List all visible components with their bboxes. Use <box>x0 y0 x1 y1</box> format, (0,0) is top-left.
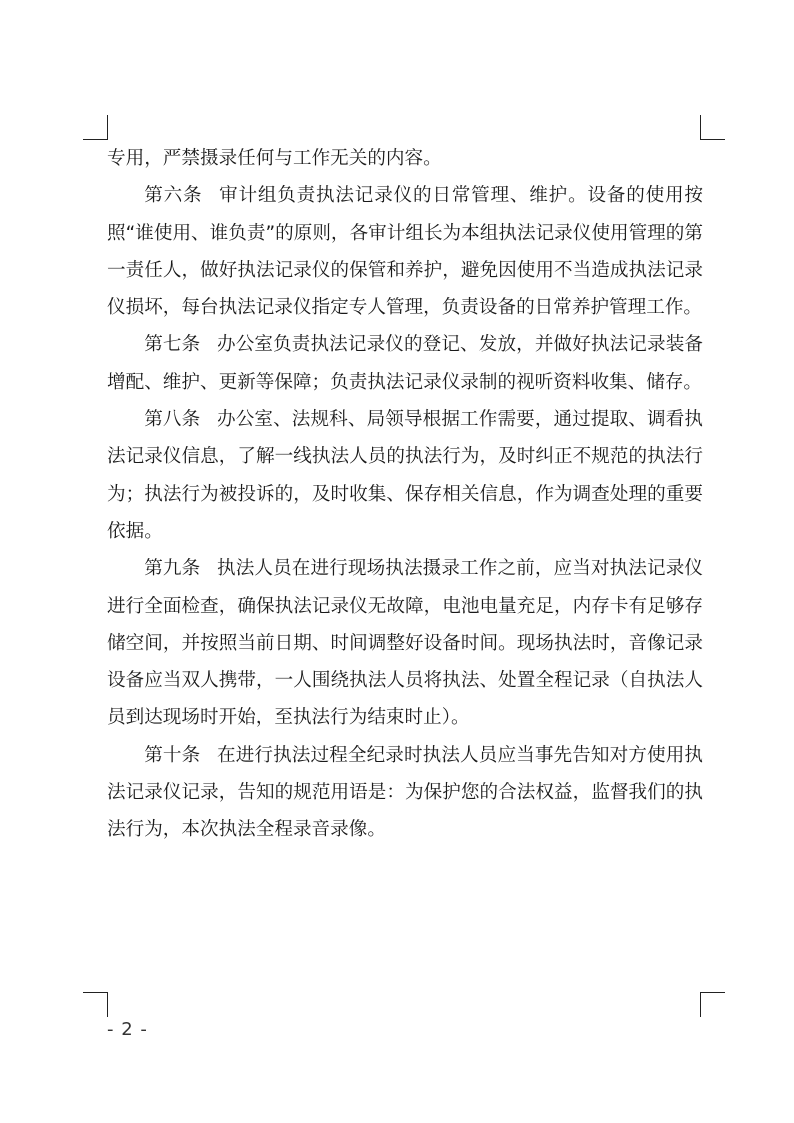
crop-mark-bottom-right <box>700 992 725 1017</box>
document-body <box>107 140 703 849</box>
article-number: 第十条 <box>144 744 201 766</box>
article-6 <box>107 177 703 326</box>
continuation-paragraph: 专用，严禁摄录任何与工作无关的内容。 <box>107 148 442 169</box>
article-9 <box>107 550 703 736</box>
article-10 <box>107 737 703 849</box>
article-text: 办公室、法规科、局领导根据工作需要，通过提取、调看执法记录仪信息，了解一线执法人员的执法行为，及时纠正不规范的执法行为；执法行为被投诉的，及时收集、保存相关信息，作为调查处理的重要依据。 <box>107 409 703 542</box>
article-text: 在进行执法过程全纪录时执法人员应当事先告知对方使用执法记录仪记录，告知的规范用语是：为保护您的合法权益，监督我们的执法行为，本次执法全程录音录像。 <box>107 744 703 841</box>
crop-mark-top-left <box>83 115 108 140</box>
article-number: 第七条 <box>144 334 201 356</box>
crop-mark-top-right <box>700 115 725 140</box>
crop-mark-bottom-left <box>83 992 108 1017</box>
article-text: 办公室负责执法记录仪的登记、发放，并做好执法记录装备增配、维护、更新等保障；负责执法记录仪录制的视听资料收集、储存。 <box>107 334 703 393</box>
article-number: 第九条 <box>144 558 201 580</box>
article-number: 第八条 <box>144 409 201 431</box>
article-text: 执法人员在进行现场执法摄录工作之前，应当对执法记录仪进行全面检查，确保执法记录仪无故障，电池电量充足，内存卡有足够存储空间，并按照当前日期、时间调整好设备时间。现场执法时，音像记录设备应当双人携带，一人围绕执法人员将执法、处置全程记录（自执法人员到达现场时开始，至执法行为结束时止）。 <box>107 558 703 729</box>
page-number: - 2 - <box>107 1019 148 1040</box>
article-number: 第六条 <box>144 185 203 207</box>
article-7 <box>107 326 703 401</box>
article-8 <box>107 401 703 550</box>
article-text: 审计组负责执法记录仪的日常管理、维护。设备的使用按照“谁使用、谁负责”的原则，各审计组长为本组执法记录仪使用管理的第一责任人，做好执法记录仪的保管和养护，避免因使用不当造成执法记录仪损坏，每台执法记录仪指定专人管理，负责设备的日常养护管理工作。 <box>107 185 703 319</box>
